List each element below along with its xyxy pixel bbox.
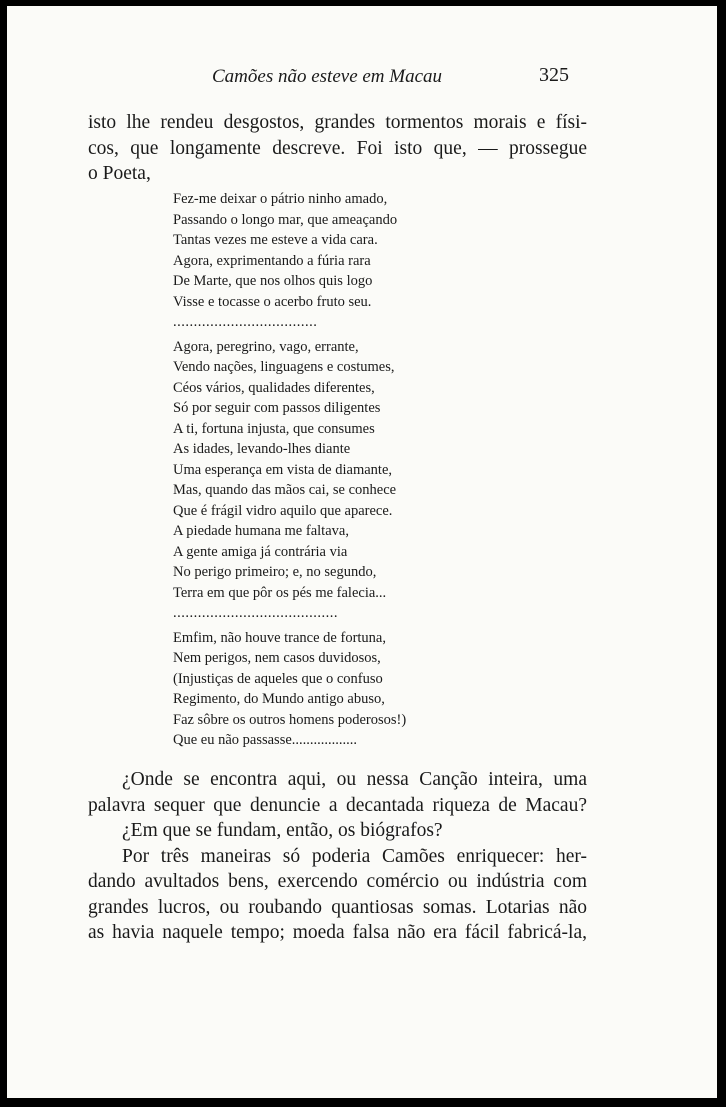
poem-line: Que eu não passasse.................. [173,732,358,748]
poem-quotation [173,189,443,751]
text-line: isto lhe rendeu desgostos, grandes tormentos morais e físi- [88,112,587,133]
running-head [7,64,717,94]
running-title: Camões não esteve em Macau [212,66,443,87]
poem-line: Só por seguir com passos diligentes [173,400,381,416]
poem-line: De Marte, que nos olhos quis logo [173,273,373,289]
text-line: ¿Onde se encontra aqui, ou nessa Canção inteira, uma [122,769,587,790]
poem-line: Nem perigos, nem casos duvidosos, [173,650,381,666]
poem-stanza-1 [173,189,443,312]
poem-line: Céos vários, qualidades diferentes, [173,379,375,396]
intro-paragraph [88,110,587,187]
poem-line: Mas, quando das mãos cai, se conhece [173,482,397,498]
poem-line: A piedade humana me faltava, [173,523,349,539]
text-line: ¿Em que se fundam, então, os biógrafos? [122,820,443,841]
poem-line: Vendo nações, linguagens e costumes, [173,359,395,375]
text-line: Por três maneiras só poderia Camões enriquecer: her- [122,845,587,867]
poem-line: A gente amiga já contrária via [173,543,348,560]
poem-line: Fez-me deixar o pátrio ninho amado, [173,191,388,207]
text-line: as havia naquele tempo; moeda falsa não era fácil fabricá-la, [88,922,587,943]
poem-line: (Injustiças de aqueles que o confuso [173,670,383,687]
poem-line: As idades, levando-lhes diante [173,441,351,457]
poem-line: Terra em que pôr os pés me falecia... [173,584,387,601]
text-line: cos, que longamente descreve. Foi isto que, — prossegue [88,137,587,159]
text-line: grandes lucros, ou roubando quantiosas somas. Lotarias não [88,896,587,918]
poem-line: Emfim, não houve trance de fortuna, [173,629,386,646]
poem-line: Agora, exprimentando a fúria rara [173,252,371,269]
poem-line: Tantas vezes me esteve a vida cara. [173,232,378,248]
poem-line: A ti, fortuna injusta, que consumes [173,420,375,437]
poem-line: Que é frágil vidro aquilo que aparece. [173,502,393,519]
poem-line: Agora, peregrino, vago, errante, [173,338,359,355]
poem-line: No perigo primeiro; e, no segundo, [173,564,377,580]
ellipsis-line: ........................................ [173,605,338,621]
poem-stanza-3 [173,628,443,751]
book-page [7,6,717,1098]
poem-line: Passando o longo mar, que ameaçando [173,211,398,228]
poem-line: Faz sôbre os outros homens poderosos!) [173,711,407,728]
poem-line: Visse e tocasse o acerbo fruto seu. [173,293,372,310]
closing-paragraphs [88,767,587,946]
poem-line: Regimento, do Mundo antigo abuso, [173,691,385,707]
poem-line: Uma esperança em vista de diamante, [173,461,393,478]
page-number: 325 [539,64,569,86]
poem-stanza-2 [173,337,443,604]
text-line: palavra sequer que denuncie a decantada riqueza de Macau? [88,794,587,816]
text-line: dando avultados bens, exercendo comércio ou indústria com [88,871,587,892]
ellipsis-line: ................................... [173,314,318,330]
text-line: o Poeta, [88,163,151,184]
